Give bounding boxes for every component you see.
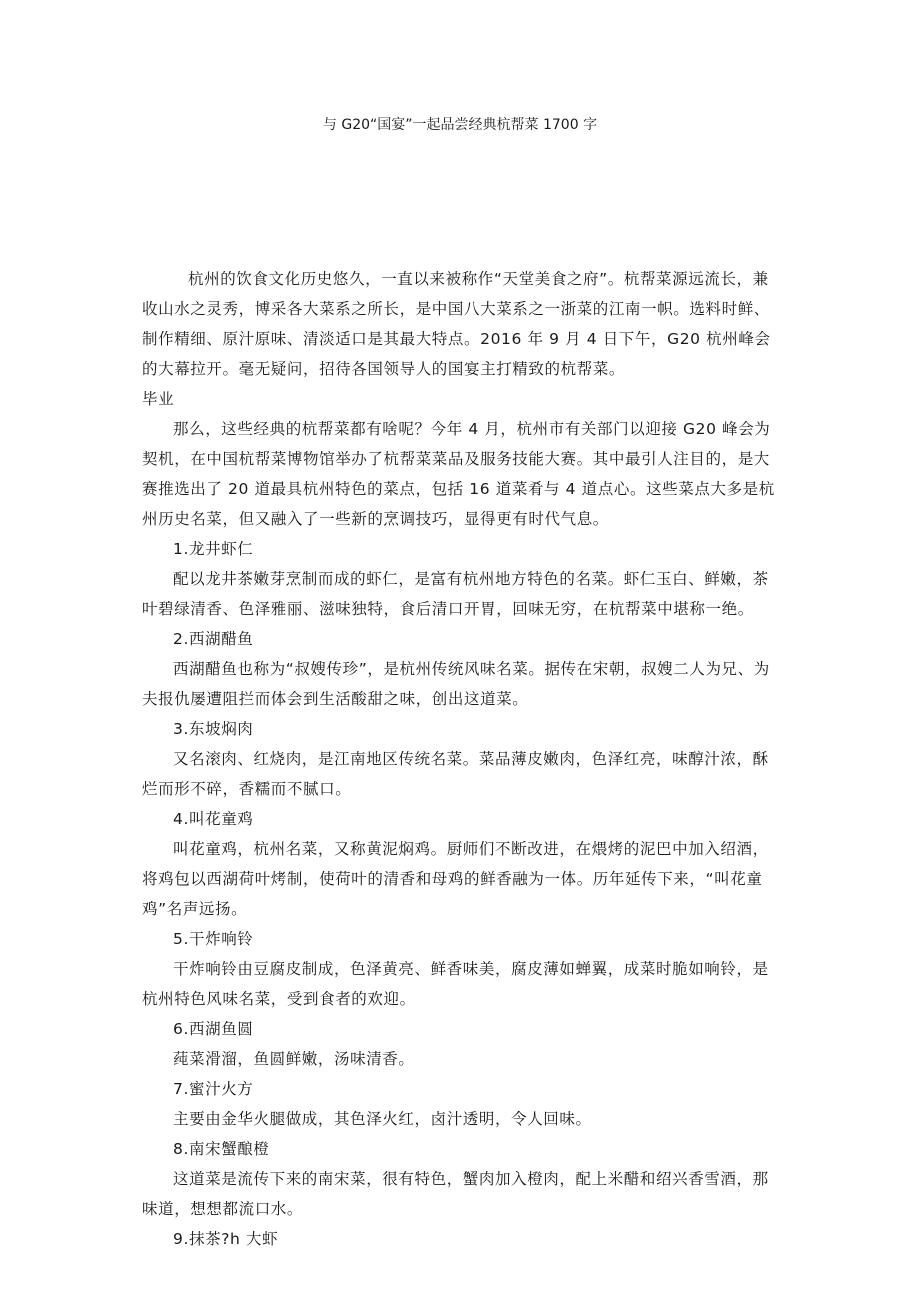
dish-description: 叫花童鸡，杭州名菜，又称黄泥焖鸡。厨师们不断改进，在煨烤的泥巴中加入绍酒，将鸡包以西湖荷叶烤制，使荷叶的清香和母鸡的鲜香融为一体。历年延传下来，“叫花童鸡”名声远扬。 xyxy=(142,840,769,918)
dish-heading: 2.西湖醋鱼 xyxy=(173,630,254,648)
dish-heading: 4.叫花童鸡 xyxy=(173,810,254,828)
dish-description: 配以龙井茶嫩芽烹制而成的虾仁，是富有杭州地方特色的名菜。虾仁玉白、鲜嫩，茶叶碧绿清香、色泽雅丽、滋味独特，食后清口开胃，回味无穷，在杭帮菜中堪称一绝。 xyxy=(142,570,769,618)
dish-description: 又名滚肉、红烧肉，是江南地区传统名菜。菜品薄皮嫩肉，色泽红亮，味醇汁浓，酥烂而形不碎，香糯而不腻口。 xyxy=(142,750,769,798)
intro-paragraph: 杭州的饮食文化历史悠久，一直以来被称作“天堂美食之府”。杭帮菜源远流长，兼收山水之灵秀，博采各大菜系之所长，是中国八大菜系之一浙菜的江南一帜。选料时鲜、制作精细、原汁原味、清淡适口是其最大特点。2016 年 9 月 4 日下午，G20 杭州峰会的大幕拉开。毫无疑问，招待各国领导人的国宴主打精致的杭帮菜。 xyxy=(142,270,771,378)
stray-label: 毕业 xyxy=(142,390,175,408)
dish-description: 干炸响铃由豆腐皮制成，色泽黄亮、鲜香味美，腐皮薄如蝉翼，成菜时脆如响铃，是杭州特色风味名菜，受到食者的欢迎。 xyxy=(142,960,769,1008)
dish-heading: 5.干炸响铃 xyxy=(173,930,254,948)
dish-description: 这道菜是流传下来的南宋菜，很有特色，蟹肉加入橙肉，配上米醋和绍兴香雪酒，那味道，想想都流口水。 xyxy=(142,1170,769,1218)
dish-heading: 7.蜜汁火方 xyxy=(173,1080,254,1098)
dish-heading: 9.抹茶?h 大虾 xyxy=(173,1230,279,1248)
document-body xyxy=(142,264,778,1254)
dish-description: 莼菜滑溜，鱼圆鲜嫩，汤味清香。 xyxy=(173,1050,415,1068)
body-paragraph: 那么，这些经典的杭帮菜都有啥呢？今年 4 月，杭州市有关部门以迎接 G20 峰会为契机，在中国杭帮菜博物馆举办了杭帮菜菜品及服务技能大赛。其中最引人注目的，是大赛推选出了 20 道最具杭州特色的菜点，包括 16 道菜肴与 4 道点心。这些菜点大多是杭州历史名菜，但又融入了一些新的烹调技巧，显得更有时代气息。 xyxy=(142,420,775,528)
dish-heading: 1.龙井虾仁 xyxy=(173,540,254,558)
dish-description: 西湖醋鱼也称为“叔嫂传珍”，是杭州传统风味名菜。据传在宋朝，叔嫂二人为兄、为夫报仇屡遭阻拦而体会到生活酸甜之味，创出这道菜。 xyxy=(142,660,770,708)
dish-heading: 8.南宋蟹酿橙 xyxy=(173,1140,270,1158)
document-title: 与 G20“国宴”一起品尝经典杭帮菜 1700 字 xyxy=(322,117,598,133)
dish-heading: 6.西湖鱼圆 xyxy=(173,1020,254,1038)
dish-description: 主要由金华火腿做成，其色泽火红，卤汁透明，令人回味。 xyxy=(173,1110,592,1128)
dish-heading: 3.东坡焖肉 xyxy=(173,720,254,738)
